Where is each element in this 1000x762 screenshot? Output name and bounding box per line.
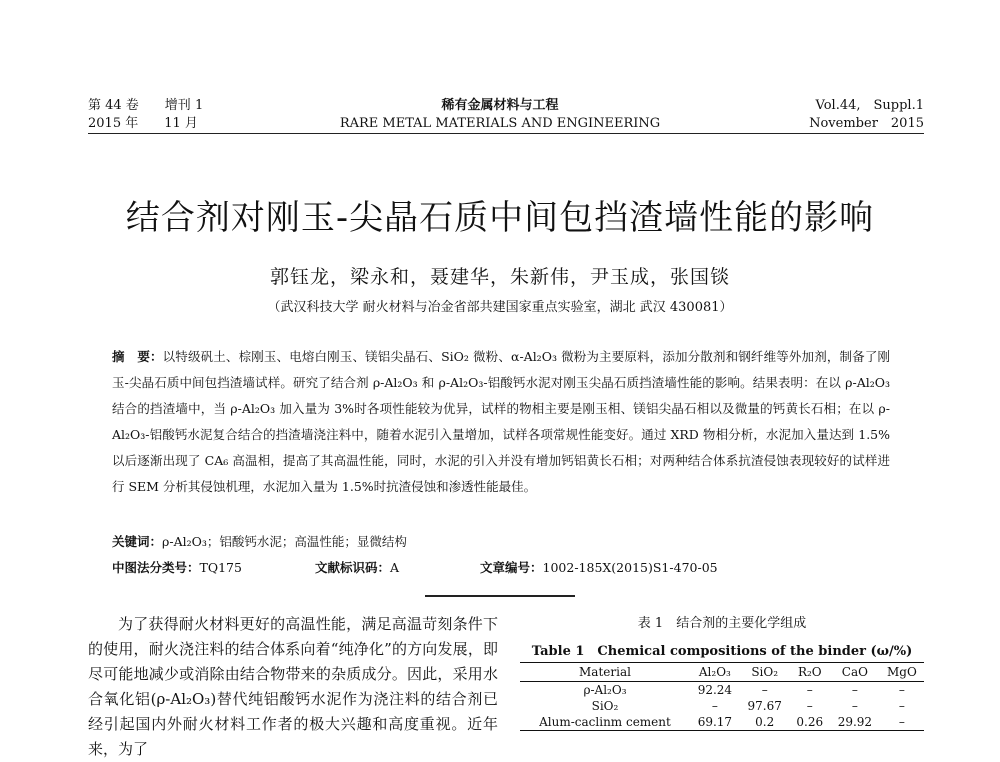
table-header-row (520, 663, 924, 682)
table-cell: – (806, 699, 813, 713)
table-cell: 29.92 (830, 714, 880, 731)
header-vol-en: Vol.44, Suppl.1 (815, 98, 924, 113)
table-cell: – (806, 683, 813, 697)
intro-paragraph: 为了获得耐火材料更好的高温性能，满足高温苛刻条件下的使用，耐火浇注料的结合体系向着“纯净化”的方向发展，即尽可能地减少或消除由结合物带来的杂质成分。因此，采用水合氧化铝(ρ-Al₂O₃)替代纯铝酸钙水泥作为浇注料的结合剂已经引起国内外耐火材料工作者的极大兴趣和高度重视。近年来，为了 (88, 615, 498, 758)
clc-value: TQ175 (199, 560, 242, 575)
table-cell: – (851, 699, 858, 713)
doc-code-label: 文献标识码： (315, 560, 391, 575)
paper-title: 结合剂对刚玉-尖晶石质中间包挡渣墙性能的影响 (125, 198, 875, 238)
section-divider (425, 595, 575, 597)
table-cell: Alum-caclinm cement (520, 714, 690, 731)
table-row (520, 698, 924, 714)
abstract-label: 摘 要： (112, 349, 163, 364)
doc-code-value: A (390, 560, 400, 575)
journal-name-cn: 稀有金属材料与工程 (441, 98, 559, 113)
header-date-en: November 2015 (809, 116, 924, 131)
col-mgo: MgO (880, 663, 924, 682)
col-sio2: SiO₂ (740, 663, 790, 682)
header-date: 2015 年 11 月 (88, 116, 198, 131)
author-list: 郭钰龙，梁永和，聂建华，朱新伟，尹玉成，张国锬 (269, 266, 730, 288)
table-cell: 92.24 (697, 683, 733, 697)
journal-name-en: RARE METAL MATERIALS AND ENGINEERING (339, 116, 661, 131)
table-cell: 69.17 (690, 714, 740, 731)
table-cell: 0.2 (740, 714, 790, 731)
article-number-label: 文章编号： (480, 560, 543, 575)
table-row (520, 714, 924, 731)
table-caption-cn: 表 1 结合剂的主要化学组成 (637, 616, 807, 631)
affiliation: （武汉科技大学 耐火材料与冶金省部共建国家重点实验室，湖北 武汉 430081） (267, 300, 733, 315)
clc-label: 中图法分类号： (112, 560, 200, 575)
col-material: Material (520, 663, 690, 682)
article-number-value: 1002-185X(2015)S1-470-05 (542, 560, 718, 575)
table-cell: 0.26 (790, 714, 830, 731)
keywords-label: 关键词： (112, 534, 163, 549)
composition-table (520, 662, 924, 731)
table-cell: – (851, 683, 858, 697)
keywords (112, 532, 407, 550)
col-al2o3: Al₂O₃ (690, 663, 740, 682)
keywords-text: ρ-Al₂O₃；铝酸钙水泥；高温性能；显微结构 (162, 534, 407, 549)
table-caption-en: Table 1 Chemical compositions of the binder (ω/%) (531, 644, 913, 659)
doc-code (315, 558, 399, 576)
article-number (480, 558, 718, 576)
clc (112, 558, 242, 576)
table-cell: – (761, 683, 768, 697)
table-row (520, 682, 924, 699)
table-cell: – (880, 714, 924, 731)
table-cell: – (711, 699, 718, 713)
table-cell: SiO₂ (591, 699, 619, 713)
table-cell: ρ-Al₂O₃ (583, 683, 627, 697)
table-cell: – (898, 699, 905, 713)
abstract-text: 以特级矾土、棕刚玉、电熔白刚玉、镁铝尖晶石、SiO₂ 微粉、α-Al₂O₃ 微粉为主要原料，添加分散剂和钢纤维等外加剂，制备了刚玉-尖晶石质中间包挡渣墙试样。研究了结合剂 ρ-Al₂O₃ 和 ρ-Al₂O₃-铝酸钙水泥对刚玉尖晶石质挡渣墙性能的影响。结果表明：在以 ρ-Al₂O₃ 结合的挡渣墙中，当 ρ-Al₂O₃ 加入量为 3%时各项性能较为优异，试样的物相主要是刚玉相、镁铝尖晶石相以及微量的钙黄长石相；在以 ρ-Al₂O₃-铝酸钙水泥复合结合的挡渣墙浇注料中，随着水泥引入量增加，试样各项常规性能变好。通过 XRD 物相分析，水泥加入量达到 1.5%以后逐渐出现了 CA₆ 高温相，提高了其高温性能，同时，水泥的引入并没有增加钙铝黄长石相；对两种结合体系抗渣侵蚀表现较好的试样进行 SEM 分析其侵蚀机理，水泥加入量为 1.5%时抗渣侵蚀和渗透性能最佳。 (112, 349, 890, 494)
col-r2o: R₂O (790, 663, 830, 682)
header-rule (88, 133, 924, 134)
table-cell: 97.67 (747, 699, 782, 713)
table-cell: – (898, 683, 905, 697)
col-cao: CaO (830, 663, 880, 682)
header-volume: 第 44 卷 增刊 1 (88, 98, 204, 113)
abstract (112, 344, 890, 500)
